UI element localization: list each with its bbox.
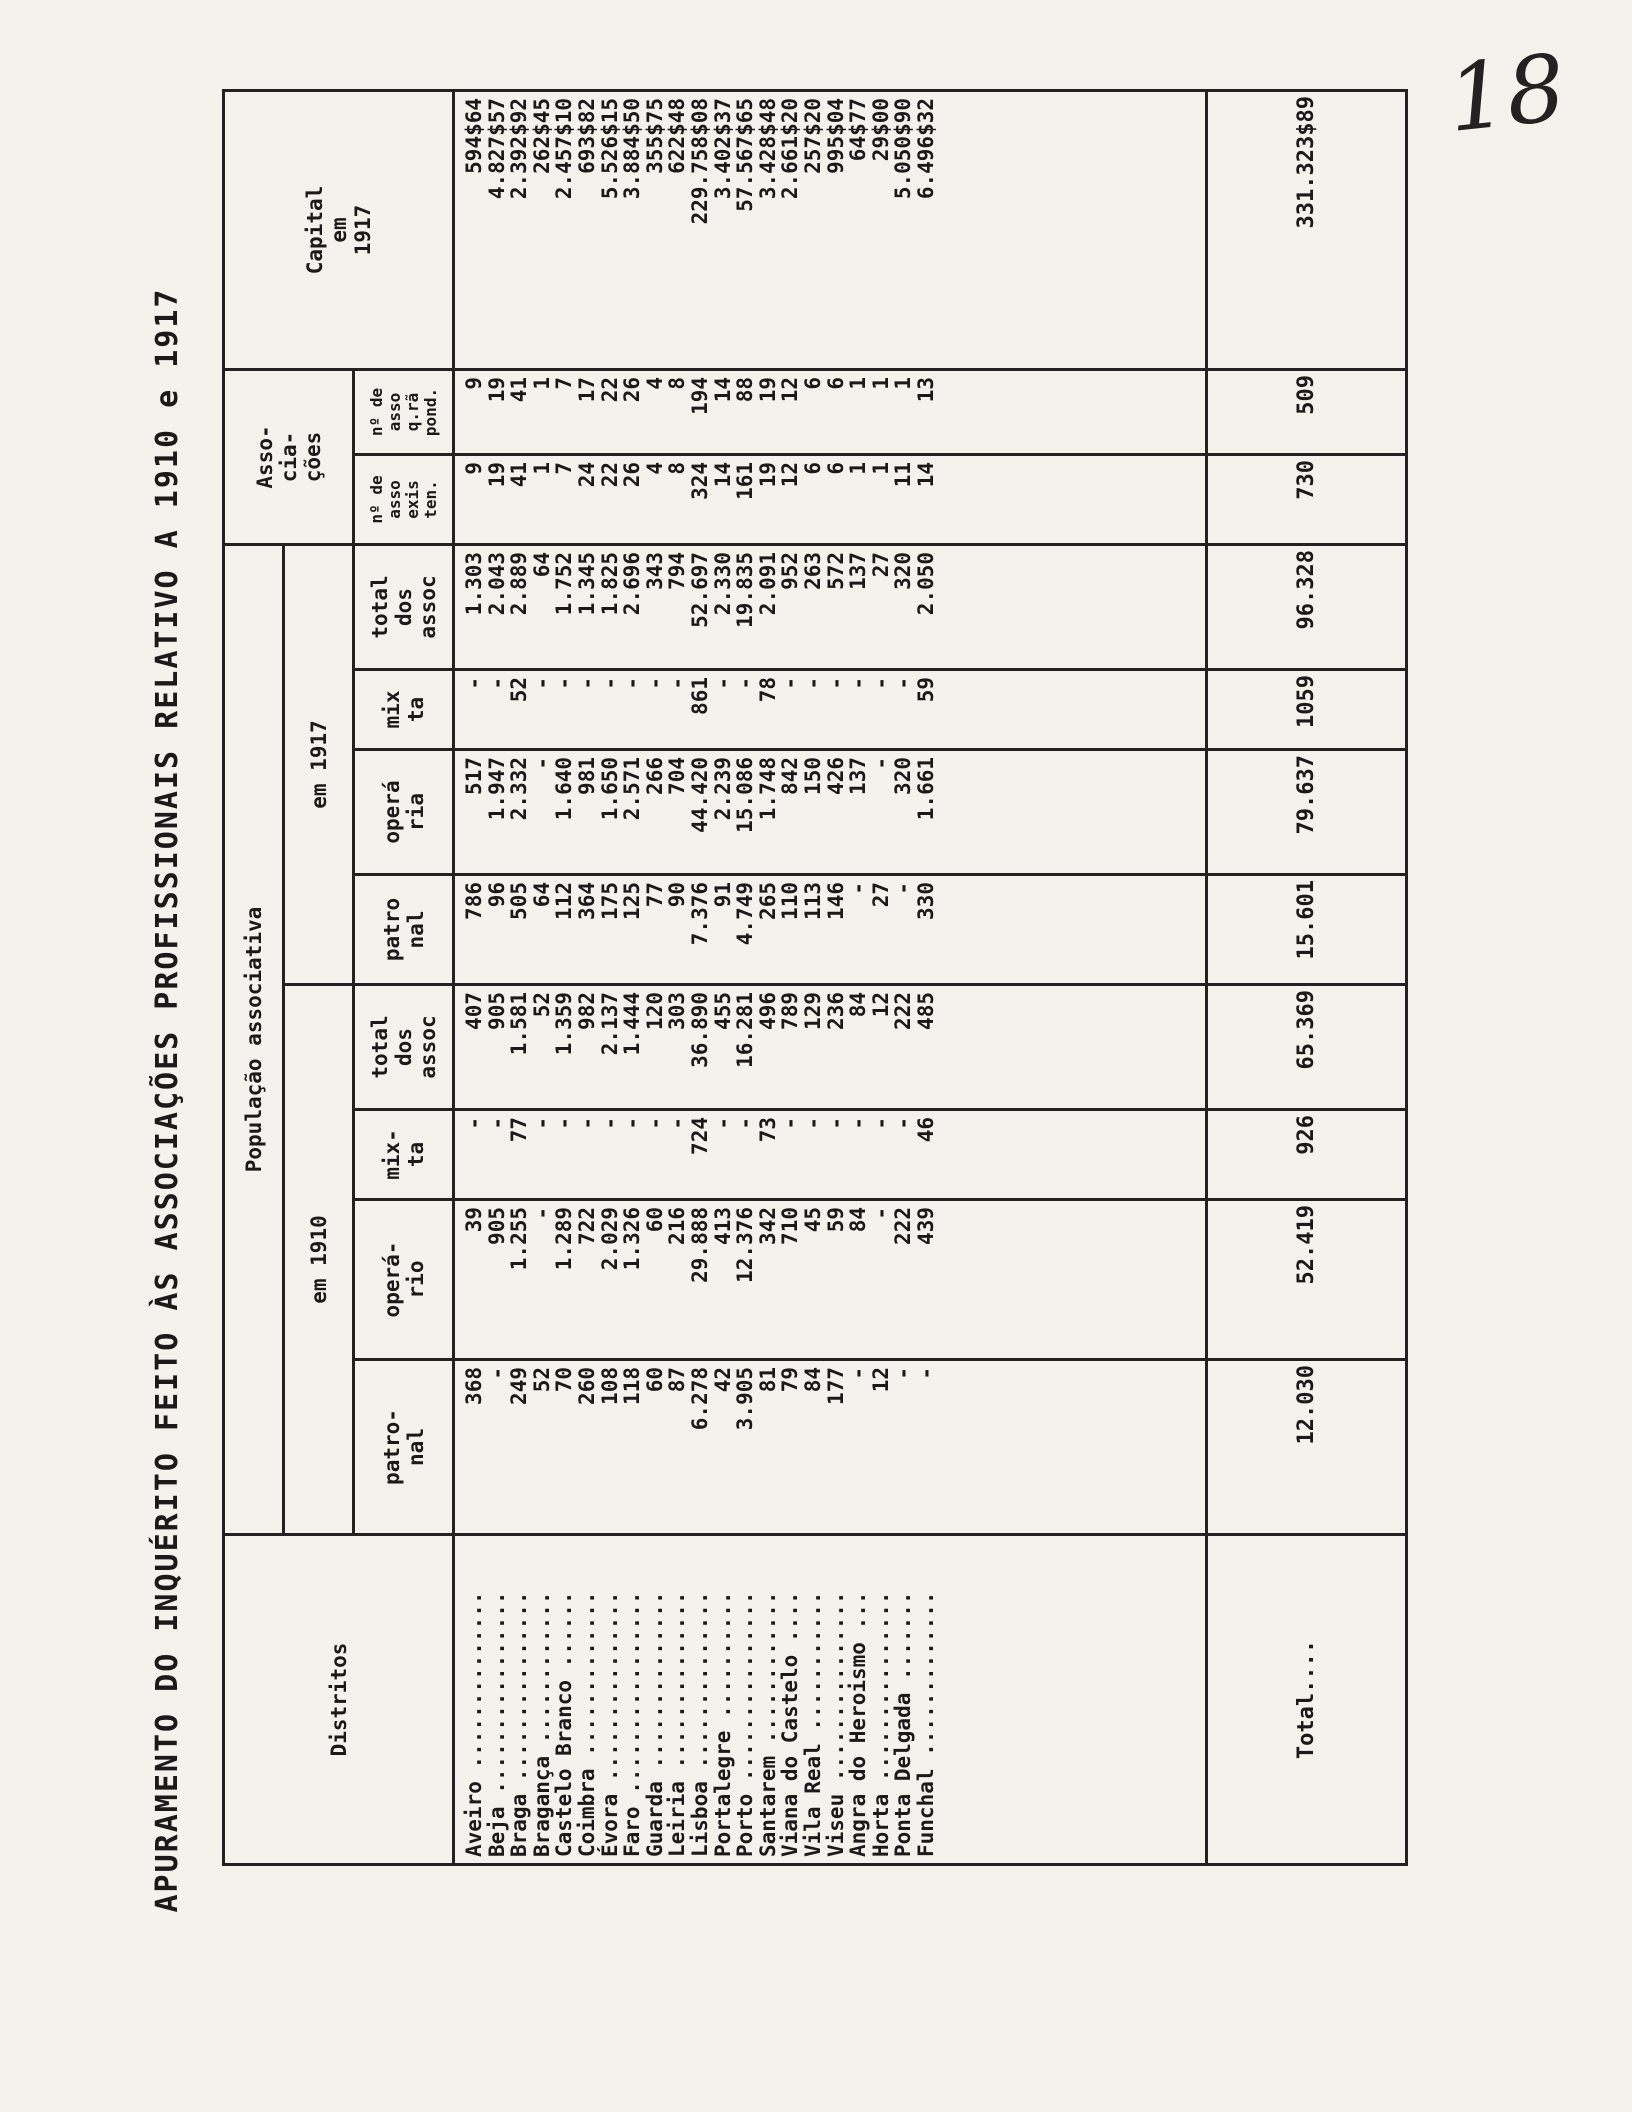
- table-cell: 485: [913, 992, 938, 1030]
- table-cell: 6: [800, 376, 825, 390]
- table-cell: 118: [620, 1367, 645, 1405]
- header-existentes: nº de asso exis ten.: [354, 454, 454, 544]
- table-cell: 26: [620, 461, 645, 488]
- table-cell: 17: [574, 376, 599, 403]
- table-cell: 1.640: [552, 757, 577, 821]
- table-cell: 7: [552, 376, 577, 390]
- total-capital: 331.323$89: [1207, 90, 1407, 369]
- table-cell: 222: [891, 1207, 916, 1245]
- table-cell: 1: [846, 461, 871, 475]
- total-row: [1207, 90, 1407, 1864]
- table-cell: 1: [868, 461, 893, 475]
- table-cell: 22: [597, 461, 622, 488]
- table-cell: 2.137: [597, 992, 622, 1056]
- table-cell: 2.392$92: [507, 97, 532, 200]
- district-name: Viana do Castelo ....: [778, 1591, 803, 1857]
- table-cell: 77: [507, 1117, 532, 1143]
- table-cell: -: [868, 1117, 893, 1130]
- table-cell: 110: [778, 882, 803, 920]
- table-cell: 41: [507, 376, 532, 403]
- table-cell: 1: [891, 376, 916, 390]
- table-cell: -: [800, 677, 825, 690]
- table-cell: 2.043: [484, 551, 509, 616]
- table-cell: 7.376: [687, 882, 712, 946]
- table-cell: 4: [642, 376, 667, 390]
- table-cell: 2.332: [507, 757, 532, 821]
- district-name: Vila Real ...........: [800, 1591, 825, 1857]
- district-name: Horta ...............: [868, 1591, 893, 1857]
- table-cell: 137: [846, 551, 871, 590]
- table-cell: 343: [642, 551, 667, 590]
- table-cell: 1.289: [552, 1207, 577, 1271]
- table-cell: 2.696: [620, 551, 645, 616]
- table-cell: -: [733, 1117, 758, 1130]
- table-cell: 229.758$08: [687, 97, 712, 225]
- table-cell: 64: [529, 551, 554, 578]
- table-cell: 1.661: [913, 757, 938, 821]
- table-cell: 1.947: [484, 757, 509, 821]
- table-cell: 6: [823, 376, 848, 390]
- table-cell: 36.890: [687, 992, 712, 1068]
- district-name: Leiria ..............: [665, 1591, 690, 1857]
- table-cell: -: [462, 677, 486, 690]
- table-cell: 2.571: [620, 757, 645, 821]
- district-name: Castelo Branco ......: [552, 1591, 577, 1857]
- table-cell: 5.526$15: [597, 97, 622, 200]
- header-associacoes: Asso- cia- ções: [224, 369, 354, 544]
- document-title: APURAMENTO DO INQUÉRITO FEITO ÀS ASSOCIAÇÕES PROFISSIONAIS RELATIVO A 1910 e 1917: [150, 287, 185, 1913]
- table-cell: 3.428$48: [755, 97, 780, 200]
- table-cell: -: [574, 677, 599, 690]
- col-mixta-1910: [454, 1110, 1207, 1200]
- table-cell: 146: [823, 882, 848, 920]
- table-cell: 59: [913, 677, 938, 703]
- table-cell: 517: [462, 757, 486, 795]
- table-cell: 64: [529, 882, 554, 908]
- table-cell: 4.749: [733, 882, 758, 946]
- table-cell: -: [484, 1367, 509, 1380]
- header-patronal-1910: patro- nal: [354, 1360, 454, 1535]
- table-cell: -: [846, 882, 871, 895]
- table-cell: -: [620, 677, 645, 690]
- table-cell: 78: [755, 677, 780, 703]
- district-name: Portalegre ..........: [710, 1591, 735, 1857]
- table-cell: 407: [462, 992, 486, 1030]
- table-cell: 150: [800, 757, 825, 795]
- table-cell: 693$82: [574, 97, 599, 174]
- table-cell: 455: [710, 992, 735, 1030]
- table-cell: 12: [778, 461, 803, 488]
- table-cell: 263: [800, 551, 825, 590]
- table-cell: -: [891, 677, 916, 690]
- col-existentes: [454, 454, 1207, 544]
- table-cell: -: [552, 677, 577, 690]
- table-cell: 79: [778, 1367, 803, 1393]
- table-cell: 12: [868, 992, 893, 1018]
- table-cell: 9: [462, 461, 486, 475]
- table-cell: 52: [529, 992, 554, 1018]
- table-cell: 710: [778, 1207, 803, 1245]
- total-total-1910: 65.369: [1207, 985, 1407, 1110]
- header-capital: Capital em 1917: [224, 90, 454, 369]
- table-cell: 368: [462, 1367, 486, 1405]
- total-existentes: 730: [1207, 454, 1407, 544]
- col-distritos: [454, 1535, 1207, 1865]
- district-name: Braga ...............: [507, 1591, 532, 1857]
- table-cell: 842: [778, 757, 803, 795]
- header-em-1910: em 1910: [284, 985, 354, 1535]
- table-cell: 594$64: [462, 97, 486, 174]
- table-cell: 1: [529, 461, 554, 475]
- table-cell: 108: [597, 1367, 622, 1405]
- table-cell: 216: [665, 1207, 690, 1245]
- district-name: Évora ...............: [597, 1591, 622, 1857]
- table-cell: 6.278: [687, 1367, 712, 1431]
- table-cell: 175: [597, 882, 622, 920]
- table-cell: 905: [484, 1207, 509, 1245]
- table-cell: 982: [574, 992, 599, 1030]
- table-cell: 265: [755, 882, 780, 920]
- col-responderam: [454, 369, 1207, 454]
- table-cell: 952: [778, 551, 803, 590]
- table-cell: 27: [868, 882, 893, 908]
- district-name: Faro ................: [620, 1591, 645, 1857]
- table-cell: 11: [891, 461, 916, 488]
- table-cell: 2.091: [755, 551, 780, 616]
- table-cell: 786: [462, 882, 486, 920]
- table-cell: 981: [574, 757, 599, 795]
- table-cell: 3.905: [733, 1367, 758, 1431]
- table-cell: -: [891, 882, 916, 895]
- table-cell: 330: [913, 882, 938, 920]
- table-cell: 19: [484, 461, 509, 488]
- table-cell: 262$45: [529, 97, 554, 174]
- table-cell: -: [846, 677, 871, 690]
- table-cell: 2.050: [913, 551, 938, 616]
- district-name: Angra do Heroismo ...: [846, 1591, 871, 1857]
- table-cell: 236: [823, 992, 848, 1030]
- table-cell: 2.457$10: [552, 97, 577, 200]
- table-cell: 39: [462, 1207, 486, 1233]
- table-cell: 249: [507, 1367, 532, 1405]
- table-cell: 5.050$90: [891, 97, 916, 200]
- table-cell: -: [913, 1367, 938, 1380]
- table-cell: 19: [484, 376, 509, 403]
- table-cell: 52.697: [687, 551, 712, 628]
- table-cell: 4.827$57: [484, 97, 509, 200]
- header-operaria-1917: operá ria: [354, 750, 454, 875]
- total-patronal-1917: 15.601: [1207, 875, 1407, 985]
- table-cell: 413: [710, 1207, 735, 1245]
- table-cell: 2.239: [710, 757, 735, 821]
- table-cell: -: [597, 677, 622, 690]
- table-cell: 41: [507, 461, 532, 488]
- table-cell: -: [891, 1117, 916, 1130]
- header-populacao: População associativa: [224, 544, 284, 1534]
- table-cell: 84: [800, 1367, 825, 1393]
- table-cell: 88: [733, 376, 758, 403]
- table-cell: -: [642, 677, 667, 690]
- table-cell: 1.326: [620, 1207, 645, 1271]
- table-cell: 70: [552, 1367, 577, 1393]
- table-cell: 59: [823, 1207, 848, 1233]
- table-cell: -: [597, 1117, 622, 1130]
- district-name: Beja ................: [484, 1591, 509, 1857]
- table-cell: 2.029: [597, 1207, 622, 1271]
- total-mixta-1917: 1059: [1207, 670, 1407, 750]
- table-cell: 266: [642, 757, 667, 795]
- table-cell: 12.376: [733, 1207, 758, 1283]
- table-cell: 3.402$37: [710, 97, 735, 200]
- table-cell: -: [868, 757, 893, 770]
- total-total-1917: 96.328: [1207, 544, 1407, 669]
- table-cell: 1.748: [755, 757, 780, 821]
- table-cell: 125: [620, 882, 645, 920]
- table-cell: 81: [755, 1367, 780, 1393]
- table-cell: 222: [891, 992, 916, 1030]
- table-cell: 995$04: [823, 97, 848, 174]
- col-operario-1910: [454, 1200, 1207, 1360]
- table-cell: 44.420: [687, 757, 712, 833]
- table-cell: 113: [800, 882, 825, 920]
- table-cell: 60: [642, 1367, 667, 1393]
- header-total-1917: total dos assoc: [354, 544, 454, 669]
- table-cell: 90: [665, 882, 690, 908]
- table-cell: 722: [574, 1207, 599, 1245]
- table-cell: 1.255: [507, 1207, 532, 1271]
- table-cell: 46: [913, 1117, 938, 1143]
- table-cell: 84: [846, 1207, 871, 1233]
- table-cell: -: [665, 1117, 690, 1130]
- district-name: Coimbra .............: [574, 1591, 599, 1857]
- table-cell: -: [710, 1117, 735, 1130]
- table-cell: 905: [484, 992, 509, 1030]
- table-cell: 6: [800, 461, 825, 475]
- table-cell: -: [868, 677, 893, 690]
- table-container: [222, 92, 1408, 1866]
- header-responderam: nº de asso q.rã pond.: [354, 369, 454, 454]
- table-cell: 622$48: [665, 97, 690, 174]
- table-cell: 8: [665, 461, 690, 475]
- col-mixta-1917: [454, 670, 1207, 750]
- data-body-row: [454, 90, 1207, 1864]
- district-name: Lisboa ..............: [687, 1591, 712, 1857]
- table-cell: -: [823, 1117, 848, 1130]
- table-cell: 91: [710, 882, 735, 908]
- table-cell: 4: [642, 461, 667, 475]
- table-cell: 439: [913, 1207, 938, 1245]
- header-total-1910: total dos assoc: [354, 985, 454, 1110]
- table-cell: 1.444: [620, 992, 645, 1056]
- col-total-1910: [454, 985, 1207, 1110]
- table-cell: 704: [665, 757, 690, 795]
- table-cell: -: [846, 1117, 871, 1130]
- table-cell: 1.359: [552, 992, 577, 1056]
- table-cell: 364: [574, 882, 599, 920]
- table-cell: 52: [529, 1367, 554, 1393]
- table-cell: 2.889: [507, 551, 532, 616]
- table-cell: 3.884$50: [620, 97, 645, 200]
- table-cell: 2.330: [710, 551, 735, 616]
- table-cell: 22: [597, 376, 622, 403]
- table-cell: -: [891, 1367, 916, 1380]
- table-cell: 861: [687, 677, 712, 715]
- table-cell: 505: [507, 882, 532, 920]
- table-cell: 1: [868, 376, 893, 390]
- table-cell: 129: [800, 992, 825, 1030]
- table-cell: 15.086: [733, 757, 758, 833]
- table-cell: 42: [710, 1367, 735, 1393]
- total-patronal-1910: 12.030: [1207, 1360, 1407, 1535]
- table-cell: -: [868, 1207, 893, 1220]
- table-cell: -: [642, 1117, 667, 1130]
- district-name: Porto ...............: [733, 1591, 758, 1857]
- table-cell: -: [529, 1117, 554, 1130]
- table-cell: 57.567$65: [733, 97, 758, 212]
- table-cell: -: [665, 677, 690, 690]
- table-cell: -: [529, 757, 554, 770]
- table-cell: 27: [868, 551, 893, 578]
- table-cell: 112: [552, 882, 577, 920]
- header-distritos: Distritos: [224, 1535, 454, 1865]
- district-name: Bragança ............: [529, 1591, 554, 1857]
- table-cell: 6.496$32: [913, 97, 938, 200]
- table-cell: 1.825: [597, 551, 622, 616]
- district-name: Ponta Delgada .......: [891, 1591, 916, 1857]
- total-label: Total....: [1207, 1535, 1407, 1865]
- table-cell: 120: [642, 992, 667, 1030]
- district-name: Viseu ...............: [823, 1591, 848, 1857]
- table-cell: 303: [665, 992, 690, 1030]
- table-cell: 12: [778, 376, 803, 403]
- table-cell: 194: [687, 376, 712, 415]
- table-cell: -: [778, 677, 803, 690]
- table-cell: 1.752: [552, 551, 577, 616]
- table-cell: 16.281: [733, 992, 758, 1068]
- page-number: 18: [1442, 34, 1571, 153]
- table-cell: 84: [846, 992, 871, 1018]
- header-patronal-1917: patro nal: [354, 875, 454, 985]
- total-operaria-1917: 79.637: [1207, 750, 1407, 875]
- table-cell: 320: [891, 551, 916, 590]
- table-cell: -: [552, 1117, 577, 1130]
- table-cell: 24: [574, 461, 599, 488]
- table-cell: 342: [755, 1207, 780, 1245]
- col-patronal-1917: [454, 875, 1207, 985]
- table-cell: 137: [846, 757, 871, 795]
- table-cell: 789: [778, 992, 803, 1030]
- table-cell: -: [778, 1117, 803, 1130]
- total-responderam: 509: [1207, 369, 1407, 454]
- table-cell: 426: [823, 757, 848, 795]
- table-cell: -: [529, 677, 554, 690]
- col-patronal-1910: [454, 1360, 1207, 1535]
- table-cell: 260: [574, 1367, 599, 1405]
- header-operario-1910: operá- rio: [354, 1200, 454, 1360]
- district-name: Funchal .............: [913, 1591, 938, 1857]
- table-cell: 73: [755, 1117, 780, 1143]
- table-cell: 1: [529, 376, 554, 390]
- table-cell: 1.303: [462, 551, 486, 616]
- table-cell: -: [620, 1117, 645, 1130]
- table-cell: 96: [484, 882, 509, 908]
- table-cell: 8: [665, 376, 690, 390]
- table-cell: -: [846, 1367, 871, 1380]
- table-cell: 320: [891, 757, 916, 795]
- table-cell: 1: [846, 376, 871, 390]
- table-cell: 7: [552, 461, 577, 475]
- table-cell: -: [733, 677, 758, 690]
- col-total-1917: [454, 544, 1207, 669]
- district-name: Guarda ..............: [642, 1591, 667, 1857]
- table-cell: 13: [913, 376, 938, 403]
- total-operario-1910: 52.419: [1207, 1200, 1407, 1360]
- table-cell: 9: [462, 376, 486, 390]
- table-cell: 794: [665, 551, 690, 590]
- table-cell: 14: [913, 461, 938, 488]
- table-cell: -: [823, 677, 848, 690]
- header-mixta-1910: mix- ta: [354, 1110, 454, 1200]
- table-cell: 12: [868, 1367, 893, 1393]
- table-cell: -: [800, 1117, 825, 1130]
- header-em-1917: em 1917: [284, 544, 354, 984]
- table-cell: 257$20: [800, 97, 825, 174]
- table-cell: 29.888: [687, 1207, 712, 1283]
- table-cell: 45: [800, 1207, 825, 1233]
- table-cell: 161: [733, 461, 758, 500]
- header-mixta-1917: mix ta: [354, 670, 454, 750]
- table-cell: 29$00: [868, 97, 893, 162]
- table-cell: -: [529, 1207, 554, 1220]
- table-cell: -: [484, 1117, 509, 1130]
- rotated-table-frame: [222, 92, 1408, 1866]
- table-cell: 60: [642, 1207, 667, 1233]
- table-cell: 87: [665, 1367, 690, 1393]
- table-cell: 19.835: [733, 551, 758, 628]
- table-cell: 177: [823, 1367, 848, 1405]
- table-cell: 1.345: [574, 551, 599, 616]
- associations-table: [222, 89, 1408, 1866]
- table-cell: -: [574, 1117, 599, 1130]
- table-cell: 1.650: [597, 757, 622, 821]
- district-name: Santarem ............: [755, 1591, 780, 1857]
- table-cell: 14: [710, 461, 735, 488]
- table-cell: 19: [755, 461, 780, 488]
- table-cell: 52: [507, 677, 532, 703]
- district-name: Aveiro ..............: [462, 1591, 486, 1857]
- table-cell: 19: [755, 376, 780, 403]
- table-cell: 572: [823, 551, 848, 590]
- col-capital: [454, 90, 1207, 369]
- table-cell: -: [710, 677, 735, 690]
- table-cell: 64$77: [846, 97, 871, 162]
- table-cell: 77: [642, 882, 667, 908]
- table-cell: 724: [687, 1117, 712, 1155]
- col-operaria-1917: [454, 750, 1207, 875]
- table-cell: -: [484, 677, 509, 690]
- table-cell: 6: [823, 461, 848, 475]
- total-mixta-1910: 926: [1207, 1110, 1407, 1200]
- table-cell: 26: [620, 376, 645, 403]
- table-cell: 1.581: [507, 992, 532, 1056]
- table-cell: 496: [755, 992, 780, 1030]
- table-cell: 324: [687, 461, 712, 500]
- table-cell: 14: [710, 376, 735, 403]
- table-cell: 2.661$20: [778, 97, 803, 200]
- table-cell: 355$75: [642, 97, 667, 174]
- table-cell: -: [462, 1117, 486, 1130]
